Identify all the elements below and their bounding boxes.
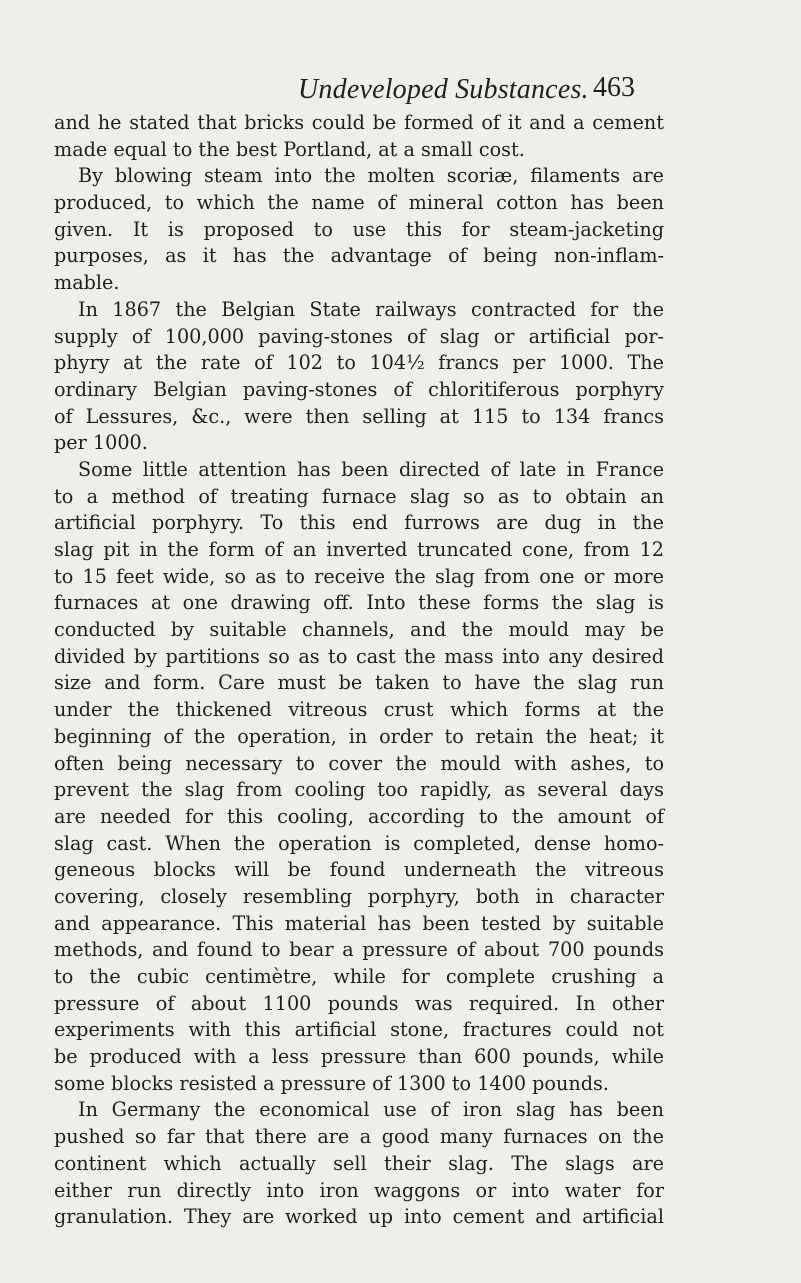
text-line: By blowing steam into the molten scoriæ, filaments are xyxy=(78,164,664,188)
text-line: are needed for this cooling, according to the amount of xyxy=(54,804,664,828)
text-line: divided by partitions so as to cast the mass into any desired xyxy=(54,644,664,668)
text-line: and appearance. This material has been tested by suitable xyxy=(54,911,664,935)
text-line: granulation. They are worked up into cement and artificial xyxy=(54,1205,664,1229)
text-line: mable. xyxy=(54,271,120,295)
text-line: In Germany the economical use of iron slag has been xyxy=(78,1098,664,1122)
text-line: given. It is proposed to use this for steam-jacketing xyxy=(54,217,664,241)
text-line: pushed so far that there are a good many furnaces on the xyxy=(54,1125,664,1149)
text-line: conducted by suitable channels, and the mould may be xyxy=(54,618,664,642)
text-line: experiments with this artificial stone, fractures could not xyxy=(54,1018,664,1042)
text-line: to the cubic centimètre, while for complete crushing a xyxy=(54,965,664,988)
text-line: be produced with a less pressure than 600 pounds, while xyxy=(54,1045,664,1069)
text-line: phyry at the rate of 102 to 104½ francs per 1000. The xyxy=(54,351,664,375)
text-line: pressure of about 1100 pounds was required. In other xyxy=(54,991,664,1015)
text-line: often being necessary to cover the mould with ashes, to xyxy=(54,751,664,775)
text-line: geneous blocks will be found underneath the vitreous xyxy=(54,858,664,882)
text-line: prevent the slag from cooling too rapidly, as several days xyxy=(54,778,664,802)
text-line: methods, and found to bear a pressure of about 700 pounds xyxy=(54,938,664,962)
text-line: beginning of the operation, in order to retain the heat; it xyxy=(54,724,664,748)
text-line: of Lessures, &c., were then selling at 115 to 134 francs xyxy=(54,404,664,428)
text-line: produced, to which the name of mineral cotton has been xyxy=(54,191,664,215)
text-line: slag pit in the form of an inverted truncated cone, from 12 xyxy=(54,538,664,561)
text-line: size and form. Care must be taken to have the slag run xyxy=(54,671,664,695)
body-text xyxy=(54,110,664,1231)
text-line: furnaces at one drawing off. Into these forms the slag is xyxy=(54,591,664,615)
text-line: artificial porphyry. To this end furrows are dug in the xyxy=(54,511,664,535)
text-line: purposes, as it has the advantage of being non-inflam- xyxy=(54,244,664,268)
text-line: supply of 100,000 paving-stones of slag or artificial por- xyxy=(54,324,664,348)
text-line: under the thickened vitreous crust which forms at the xyxy=(54,698,664,722)
text-line: either run directly into iron waggons or into water for xyxy=(54,1178,664,1202)
text-line: continent which actually sell their slag. The slags are xyxy=(54,1151,664,1175)
text-line: In 1867 the Belgian State railways contracted for the xyxy=(78,297,664,321)
text-line: slag cast. When the operation is completed, dense homo- xyxy=(54,831,664,855)
running-head xyxy=(0,68,700,104)
text-line: covering, closely resembling porphyry, both in character xyxy=(54,884,664,908)
text-line: per 1000. xyxy=(54,431,148,455)
running-title: Undeveloped Substances. xyxy=(298,74,589,105)
page-number: 463 xyxy=(593,72,635,103)
text-line: Some little attention has been directed of late in France xyxy=(78,457,664,481)
text-line: to a method of treating furnace slag so as to obtain an xyxy=(54,484,664,508)
text-line: to 15 feet wide, so as to receive the slag from one or more xyxy=(54,564,664,588)
text-line: ordinary Belgian paving-stones of chloritiferous porphyry xyxy=(54,377,664,401)
text-line: and he stated that bricks could be formed of it and a cement xyxy=(54,111,664,134)
text-line: some blocks resisted a pressure of 1300 to 1400 pounds. xyxy=(54,1071,609,1095)
text-line: made equal to the best Portland, at a small cost. xyxy=(54,137,525,161)
